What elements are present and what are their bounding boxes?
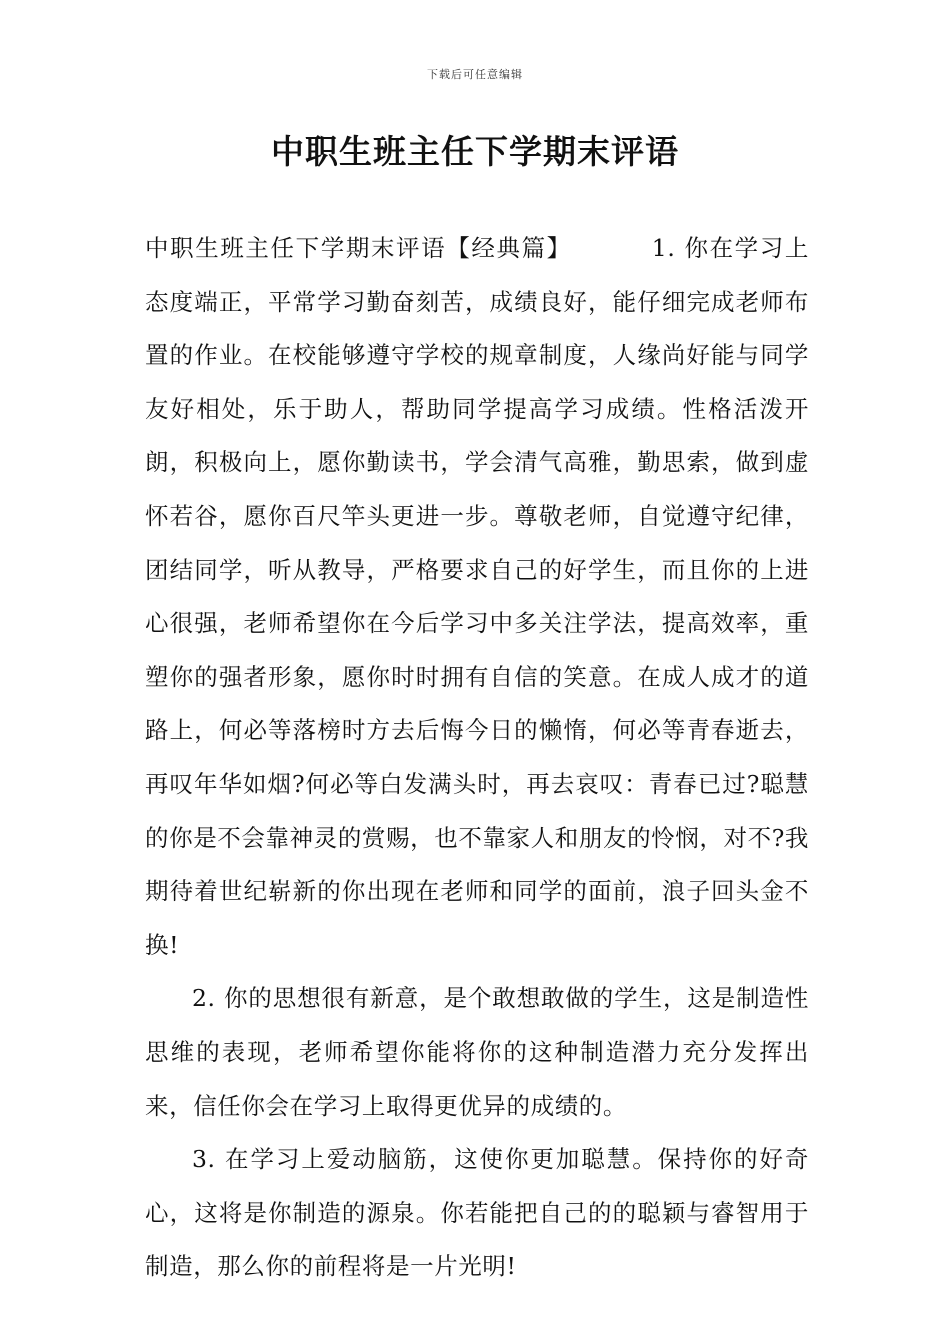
header-note: 下载后可任意编辑	[427, 68, 523, 81]
comment-text-1: 1. 你在学习上态度端正，平常学习勤奋刻苦，成绩良好，能仔细完成老师布置的作业。在校能够遵守学校的规章制度，人缘尚好能与同学友好相处，乐于助人，帮助同学提高学习成绩。性格活泼开朗，积极向上，愿你勤读书，学会清气高雅，勤思索，做到虚怀若谷，愿你百尺竿头更进一步。尊敬老师，自觉遵守纪律，团结同学，听从教导，严格要求自己的好学生，而且你的上进心很强，老师希望你在今后学习中多关注学法，提高效率，重塑你的强者形象，愿你时时拥有自信的笑意。在成人成才的道路上，何必等落榜时方去后悔今日的懒惰，何必等青春逝去，再叹年华如烟?何必等白发满头时，再去哀叹：青春已过?聪慧的你是不会靠神灵的赏赐，也不靠家人和朋友的怜悯，对不?我期待着世纪崭新的你出现在老师和同学的面前，浪子回头金不换!	[145, 234, 809, 959]
comment-paragraph-3: 3. 在学习上爱动脑筋，这使你更加聪慧。保持你的好奇心，这将是你制造的源泉。你若能把自己的的聪颖与睿智用于制造，那么你的前程将是一片光明!	[145, 1145, 809, 1281]
section-heading: 中职生班主任下学期末评语【经典篇】	[145, 234, 572, 262]
document-title: 中职生班主任下学期末评语	[271, 132, 679, 171]
comment-paragraph-2: 2. 你的思想很有新意，是个敢想敢做的学生，这是制造性思维的表现，老师希望你能将你的这种制造潜力充分发挥出来，信任你会在学习上取得更优异的成绩的。	[145, 984, 809, 1120]
document-body	[145, 222, 809, 1294]
comment-paragraph-1	[145, 222, 809, 972]
